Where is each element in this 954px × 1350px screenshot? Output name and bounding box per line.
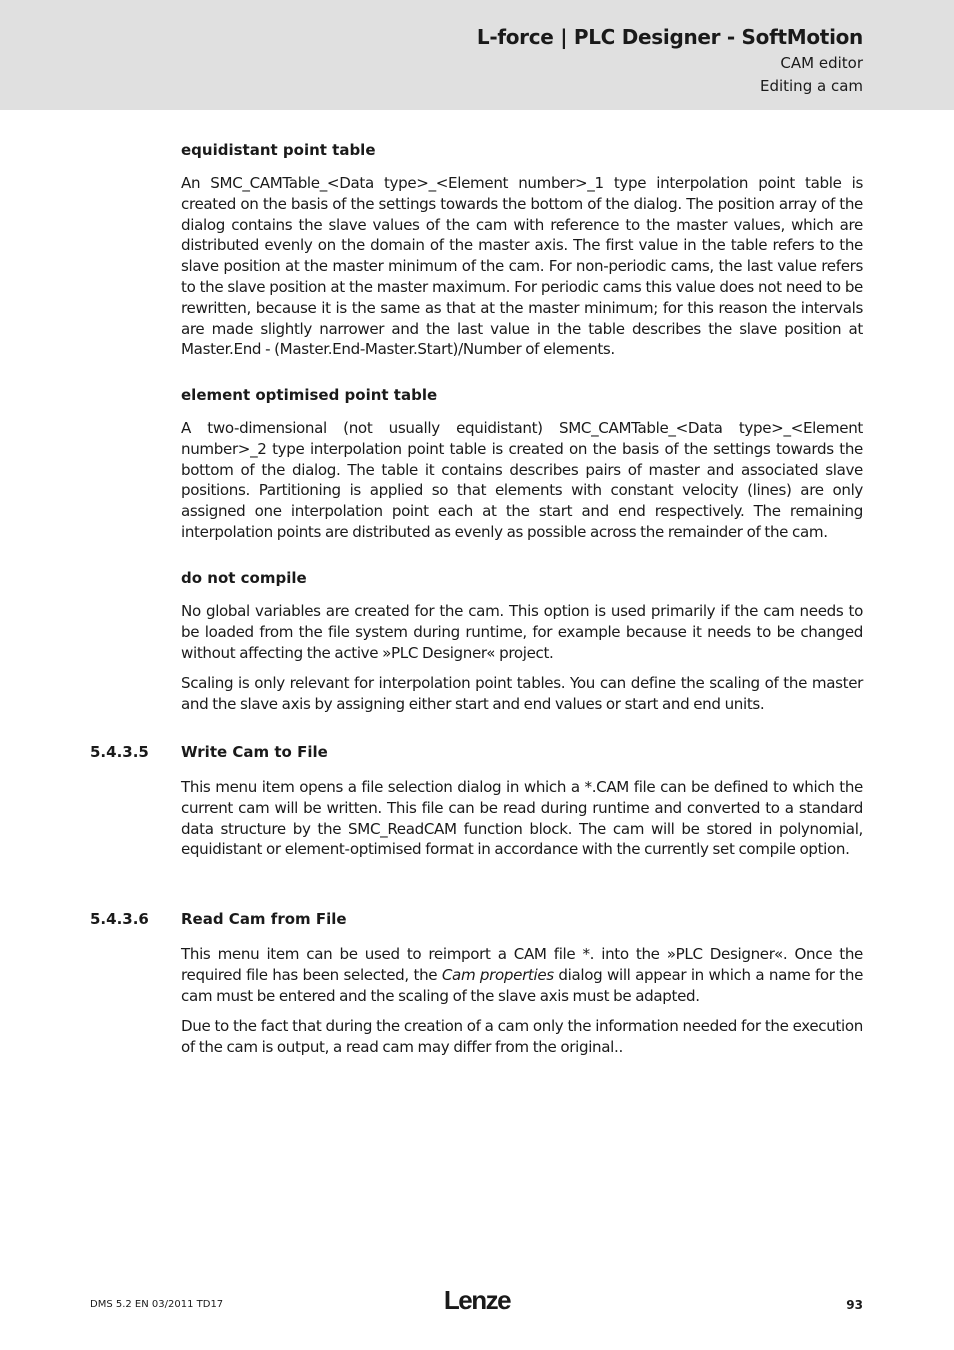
page-number: 93 (846, 1298, 863, 1312)
read-cam-paragraph: This menu item can be used to reimport a CAM file *. into the »PLC Designer«. Once the required file has been selected, the Cam properties dialog will appear in which a name for the cam must be entered and the scaling of the slave axis must be adapted. (181, 945, 863, 1005)
scaling-paragraph: Scaling is only relevant for interpolation point tables. You can define the scaling of the master and the slave axis by assigning either start and end values or start and end units. (181, 674, 863, 713)
cam-properties-term: Cam properties (441, 965, 554, 984)
page-header (0, 0, 954, 110)
equidistant-paragraph: An SMC_CAMTable_<Data type>_<Element number>_1 type interpolation point table is created on the basis of the settings towards the bottom of the dialog. The position array of the dialog contains the slave values of the cam with reference to the master values, which are distributed evenly on the domain of the master axis. The first value in the table refers to the slave position at the master minimum of the cam. For non-periodic cams, the last value refers to the slave position at the master maximum. For periodic cams this value does not need to be rewritten, because it is the same as that at the master minimum; for this reason the intervals are made slightly narrower and the last value in the table describes the slave position at Master.End - (Master.End-Master.Start)/Number of elements. (181, 174, 863, 359)
element-optimised-heading: element optimised point table (181, 386, 438, 404)
do-not-compile-paragraph: No global variables are created for the cam. This option is used primarily if the cam needs to be loaded from the file system during runtime, for example because it needs to be changed without affecting the active »PLC Designer« project. (181, 602, 863, 662)
chapter-label: CAM editor (780, 54, 863, 72)
lenze-logo (437, 1285, 517, 1315)
do-not-compile-heading: do not compile (181, 569, 307, 587)
equidistant-heading: equidistant point table (181, 141, 376, 159)
write-cam-heading: Write Cam to File (181, 743, 328, 761)
document-id: DMS 5.2 EN 03/2011 TD17 (90, 1299, 224, 1310)
read-cam-heading: Read Cam from File (181, 910, 347, 928)
section-label: Editing a cam (759, 77, 863, 95)
lenze-logo-text: Lenze (443, 1285, 511, 1315)
section-number-read: 5.4.3.6 (90, 910, 149, 928)
section-number-write: 5.4.3.5 (90, 743, 149, 761)
element-optimised-paragraph: A two-dimensional (not usually equidistant) SMC_CAMTable_<Data type>_<Element number>_2 type interpolation point table is created on the basis of the settings towards the bottom of the dialog. The table it contains describes pairs of master and associated slave positions. Partitioning is applied so that elements with constant velocity (lines) are only assigned one interpolation point each at the start and end respectively. The remaining interpolation points are distributed as evenly as possible across the remainder of the cam. (181, 419, 863, 541)
write-cam-paragraph: This menu item opens a file selection dialog in which a *.CAM file can be defined to which the current cam will be written. This file can be read during runtime and converted to a standard data structure by the SMC_ReadCAM function block. The cam will be stored in polynomial, equidistant or element-optimised format in accordance with the currently set compile option. (181, 778, 863, 859)
document-title: L-force | PLC Designer - SoftMotion (476, 25, 863, 49)
read-cam-note-paragraph: Due to the fact that during the creation of a cam only the information needed for the execution of the cam is output, a read cam may differ from the original.. (181, 1017, 863, 1056)
